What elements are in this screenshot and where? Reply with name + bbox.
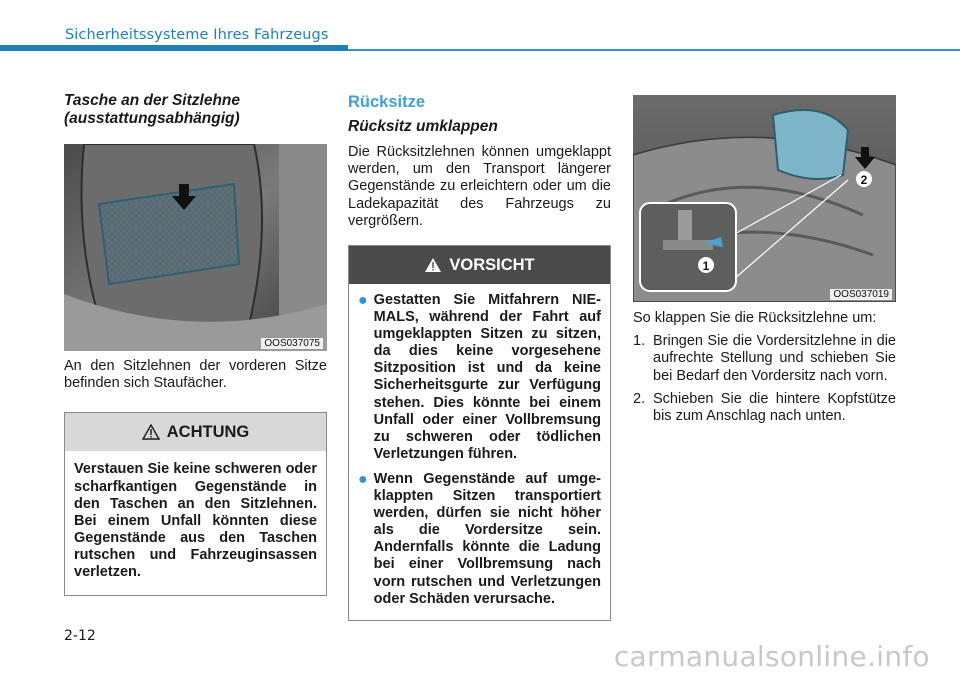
warning-title: ACHTUNG [166, 422, 250, 441]
list-item: ● Wenn Gegenstände auf umgeklappten Sitzen transportiert werden, dürfen sie nicht höher als die Vordersitze sein. Andernfalls könnte die Ladung bei einer Vollbremsung nach vorn rutschen und Verletzungen oder Schäden verursache. [358, 470, 601, 607]
fold-intro-text: So klappen Sie die Rücksitzlehne um: [633, 310, 877, 326]
page-header [0, 0, 960, 56]
list-item: 1. Bringen Sie die Vordersitzlehne in die aufrechte Stellung und schieben Sie bei Bedarf den Vordersitz nach vorn. [633, 333, 896, 384]
bullet-icon: ● [358, 470, 368, 488]
watermark: carmanualsonline.info [613, 640, 930, 673]
list-item: 2. Schieben Sie die hintere Kopfstütze bis zum Anschlag nach unten. [633, 390, 896, 425]
caution-header [349, 246, 610, 284]
section-title: Sicherheitssysteme Ihres Fahrzeugs [65, 27, 329, 43]
fold-seat-text: Die Rücksitzlehnen können umgeklappt werden, um den Transport längerer Gegenstände zu erleichtern oder um die Ladekapazität des Fahrzeugs zu vergrößern. [348, 144, 611, 229]
warning-triangle-icon [424, 257, 442, 273]
seat-pocket-illustration [64, 144, 327, 351]
bullet-icon: ● [358, 292, 368, 310]
warning-text: Verstauen Sie keine schweren oder scharfkantigen Gegenstände in den Taschen an den Sitzlehnen. Bei einem Unfall könnten diese Gegenstände aus den Taschen rutschen und Fahrzeuginsassen verletzen. [74, 461, 317, 580]
column-rear-seats [348, 92, 611, 621]
warning-header [65, 413, 326, 451]
caution-box [348, 245, 611, 621]
fold-seat-subheading: Rücksitz umklappen [348, 118, 498, 135]
seat-pocket-text: An den Sitzlehnen der vorderen Sitze befinden sich Staufächer. [64, 358, 327, 392]
caution-body [349, 284, 610, 620]
page-number: 2-12 [64, 628, 96, 644]
warning-box [64, 412, 327, 596]
seat-pocket-photo [64, 144, 327, 351]
header-rule-accent [0, 45, 348, 51]
list-item: ● Gestatten Sie Mitfahrern NIEMALS, während der Fahrt auf umgeklappten Sitzen zu sitzen, da dies keine vorgesehene Sitzposition ist und da keine Sicherheitsgurte zur Verfügung stehen. Dies könnte bei einem Unfall oder einer Vollbremsung zu schweren oder tödlichen Verletzungen führen. [358, 292, 601, 462]
callout-1: 1 [702, 259, 710, 273]
warning-triangle-icon [142, 424, 160, 440]
fold-steps-list [633, 333, 896, 425]
image-code: OOS037019 [830, 289, 892, 300]
rear-seat-illustration [633, 95, 896, 302]
rear-seats-heading: Rücksitze [348, 93, 426, 111]
column-fold-steps [633, 95, 896, 431]
image-code: OOS037075 [261, 338, 323, 349]
rear-seat-photo [633, 95, 896, 302]
callout-2: 2 [860, 173, 868, 187]
caution-title: VORSICHT [449, 255, 535, 274]
seat-pocket-subheading: Tasche an der Sitzlehne (ausstattungsabhängig) [64, 92, 241, 127]
column-seat-pocket [64, 92, 327, 596]
